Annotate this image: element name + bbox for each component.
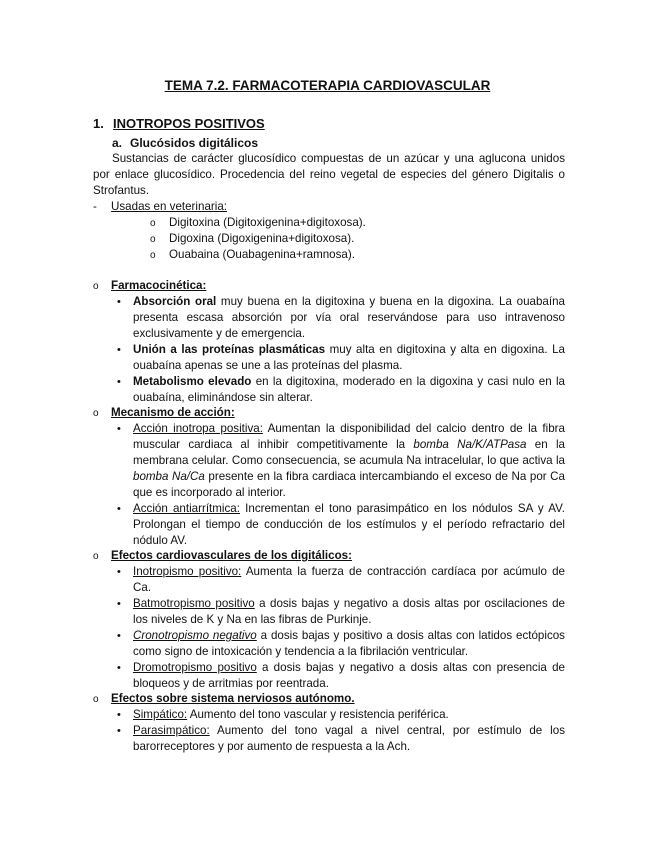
circle-marker: o [150, 250, 156, 261]
list-item [133, 628, 565, 660]
list-item [133, 596, 565, 628]
item-lead: Simpático: [133, 708, 188, 721]
circle-marker: o [93, 408, 99, 419]
list-item [133, 723, 565, 755]
item-lead: Unión a las proteínas plasmáticas [133, 343, 326, 356]
document-title: TEMA 7.2. FARMACOTERAPIA CARDIOVASCULAR [164, 78, 491, 93]
item-text: muy buena en la digitoxina y buena en la digoxina. La ouabaína presenta escasa absorción por vía oral reservándose para uso intravenoso exclusivamente y de emergencia. [133, 295, 565, 340]
list-item [133, 374, 565, 406]
subsection-heading-glucosidos [112, 135, 258, 151]
efectos-cv-heading [93, 548, 352, 565]
heading-text: Efectos cardiovasculares de los digitálicos: [111, 549, 352, 562]
intro-paragraph: Sustancias de carácter glucosídico compuestas de un azúcar y una aglucona unidos por enlace glucosídico. Procedencia del reino vegetal de especies del género Digitalis o Strofantus. [93, 152, 565, 197]
heading-text: Mecanismo de acción: [111, 406, 235, 419]
item-lead: Acción antiarrítmica: [133, 502, 240, 515]
uses-label: Usadas en veterinaria: [111, 200, 227, 213]
item-text: Aumenta la fuerza de contracción cardíaca por acúmulo de Ca. [133, 565, 565, 594]
item-text: en la membrana celular. Como consecuencia, se acumula Na intracelular, lo que activa la [133, 438, 565, 467]
item-text: Incrementan el tono parasimpático en los nódulos SA y AV. Prolongan el tiempo de conducción de los estímulos y el período refractario del nódulo AV. [133, 502, 565, 547]
circle-marker: o [93, 551, 99, 562]
item-lead: Batmotropismo positivo [133, 597, 255, 610]
bullet-marker: • [117, 566, 121, 578]
item-lead: Inotropismo positivo: [133, 565, 242, 578]
bullet-marker: • [117, 709, 121, 721]
circle-marker: o [150, 218, 156, 229]
item-text: a dosis bajas y negativo a dosis altas con presencia de bloqueos y de arritmias por reentrada. [133, 661, 565, 690]
list-item [133, 660, 565, 692]
list-item [133, 294, 565, 342]
list-item [133, 421, 565, 501]
item-lead: Cronotropismo negativo [133, 629, 257, 642]
item-italic: bomba Na/Ca [133, 470, 205, 483]
list-item [133, 564, 565, 596]
bullet-marker: • [117, 503, 121, 515]
mecanismo-heading [93, 405, 235, 422]
item-text: en la digitoxina, moderado en la digoxina y casi nulo en la ouabaína, eliminándose sin alterar. [133, 375, 565, 404]
farmacocinetica-heading [93, 278, 206, 295]
heading-text: Farmacocinética: [111, 279, 207, 292]
list-item [133, 501, 565, 549]
item-lead: Acción inotropa positiva: [133, 422, 263, 435]
list-item [133, 707, 565, 723]
item-lead: Dromotropismo positivo [133, 661, 257, 674]
item-lead: Absorción oral [133, 295, 217, 308]
item-text: a dosis bajas y negativo a dosis altas por oscilaciones de los niveles de K y Na en las fibras de Purkinje. [133, 597, 565, 626]
efectos-sna-heading [93, 691, 355, 708]
list-item [150, 247, 355, 264]
bullet-marker: • [117, 344, 121, 356]
item-text: presente en la fibra cardiaca intercambiando el exceso de Na por Ca que es incorporado al interior. [133, 470, 565, 499]
item-lead: Metabolismo elevado [133, 375, 252, 388]
bullet-marker: • [117, 725, 121, 737]
circle-marker: o [93, 281, 99, 292]
section-heading-inotropos [93, 116, 265, 132]
item-text: muy alta en digitoxina y alta en digoxina. La ouabaína apenas se une a las proteínas del plasma. [133, 343, 566, 372]
heading-text: Efectos sobre sistema nerviosos autónomo. [111, 692, 355, 705]
bullet-marker: • [117, 423, 121, 435]
circle-marker: o [150, 234, 156, 245]
subsection-letter: a. [112, 136, 123, 150]
item-lead: Parasimpático: [133, 724, 210, 737]
bullet-marker: • [117, 662, 121, 674]
glycoside-item: Digoxina (Digoxigenina+digitoxosa). [169, 232, 355, 245]
glycoside-item: Ouabaina (Ouabagenina+ramnosa). [169, 248, 355, 261]
item-italic: bomba Na/K/ATPasa [413, 438, 527, 451]
list-item [150, 215, 366, 232]
bullet-marker: • [117, 376, 121, 388]
section-title: INOTROPOS POSITIVOS [113, 116, 265, 131]
list-item [150, 231, 354, 248]
bullet-marker: • [117, 630, 121, 642]
dash-marker: - [93, 200, 97, 213]
item-text: Aumento del tono vascular y resistencia periférica. [187, 708, 449, 721]
glycoside-item: Digitoxina (Digitoxigenina+digitoxosa). [169, 216, 366, 229]
list-item [133, 342, 565, 374]
item-text: Aumento del tono vagal a nivel central, por estímulo de los barorreceptores y por aumento de respuesta a la Ach. [133, 724, 565, 753]
circle-marker: o [93, 694, 99, 705]
subsection-title: Glucósidos digitálicos [130, 136, 259, 150]
uses-heading [93, 199, 227, 215]
item-text: Aumentan la disponibilidad del calcio dentro de la fibra muscular cardiaca al inhibir competitivamente la [133, 422, 565, 451]
section-number: 1. [93, 116, 104, 131]
bullet-marker: • [117, 598, 121, 610]
bullet-marker: • [117, 296, 121, 308]
item-text: a dosis bajas y positivo a dosis altas con latidos ectópicos como signo de intoxicación y tendencia a la fibrilación ventricular. [133, 629, 565, 658]
